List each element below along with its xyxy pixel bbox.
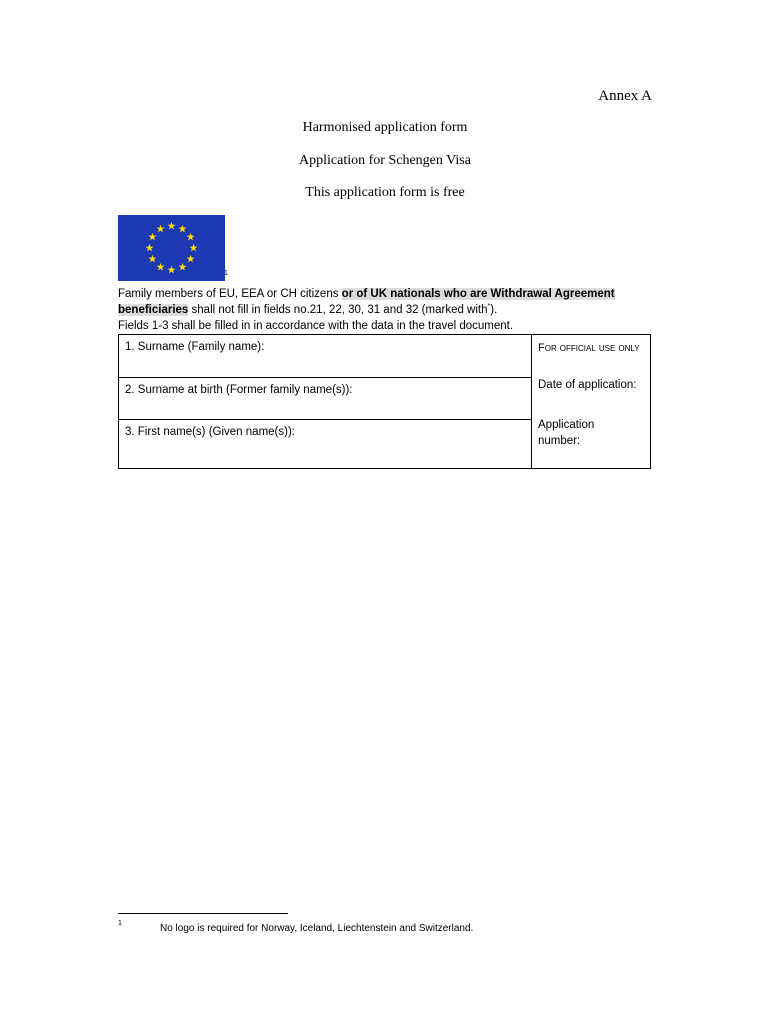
- application-form-table: [118, 334, 651, 469]
- footnote-mark: 1: [118, 920, 122, 927]
- flag-star: [187, 233, 195, 241]
- official-use-column: [532, 335, 650, 468]
- notice-highlight1: or of UK nationals who are Withdrawal Agreement: [341, 288, 615, 300]
- flag-star: [146, 244, 154, 252]
- flag-footnote-ref: 1: [224, 270, 228, 277]
- footnote-separator: [118, 913, 288, 914]
- surname-field[interactable]: [119, 335, 531, 378]
- flag-star: [168, 266, 176, 274]
- flag-stars: [118, 215, 225, 281]
- free-note: This application form is free: [305, 185, 465, 200]
- application-number-label: Application number:: [538, 419, 595, 447]
- form-subtitle: Application for Schengen Visa: [299, 153, 471, 168]
- flag-star: [179, 263, 187, 271]
- flag-star: [148, 255, 156, 263]
- first-name-field[interactable]: [119, 420, 531, 468]
- eu-flag-icon: [118, 215, 226, 281]
- flag-star: [157, 225, 165, 233]
- flag-star: [168, 222, 176, 230]
- surname-label: 1. Surname (Family name):: [125, 341, 265, 353]
- annex-label: Annex A: [598, 88, 652, 104]
- surname-at-birth-label: 2. Surname at birth (Former family name(s)):: [125, 384, 353, 396]
- notice-part1: Family members of EU, EEA or CH citizens: [118, 288, 342, 300]
- notice-asterisk: *: [487, 303, 491, 311]
- official-use-label: For official use only: [538, 342, 640, 354]
- flag-star: [190, 244, 198, 252]
- form-title: Harmonised application form: [302, 120, 468, 135]
- notice-text: [118, 286, 658, 334]
- flag-star: [148, 233, 156, 241]
- first-name-label: 3. First name(s) (Given name(s)):: [125, 426, 295, 438]
- flag-background: [118, 215, 225, 281]
- notice-part4: ).: [490, 304, 498, 316]
- date-of-application-label: Date of application:: [538, 379, 637, 391]
- flag-star: [157, 263, 165, 271]
- surname-at-birth-field[interactable]: [119, 378, 531, 420]
- flag-star: [179, 225, 187, 233]
- flag-star: [187, 255, 195, 263]
- applicant-fields: [119, 335, 532, 468]
- footnote-text: No logo is required for Norway, Iceland, Liechtenstein and Switzerland.: [160, 923, 474, 934]
- notice-line2: Fields 1-3 shall be filled in in accordance with the data in the travel document.: [118, 320, 514, 332]
- notice-part3: shall not fill in fields no.21, 22, 30, 31 and 32 (marked with: [188, 304, 488, 316]
- notice-highlight2: beneficiaries: [118, 304, 189, 316]
